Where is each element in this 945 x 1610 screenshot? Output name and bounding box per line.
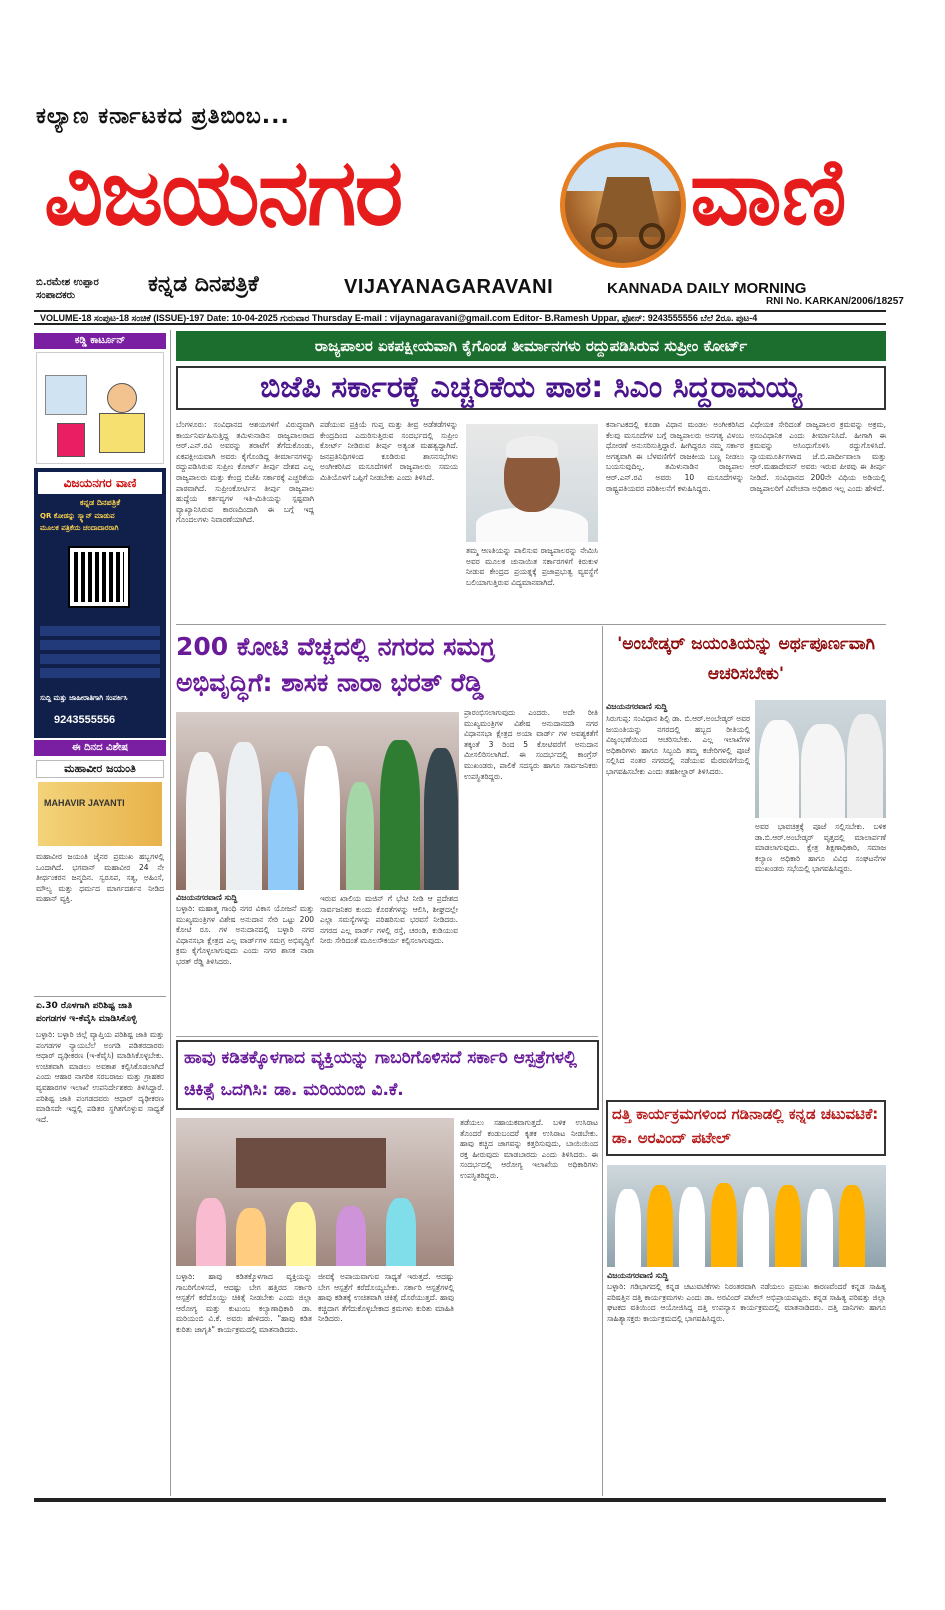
tagline: ಕಲ್ಯಾಣ ಕರ್ನಾಟಕದ ಪ್ರತಿಬಿಂಬ... xyxy=(36,104,290,129)
lead-col-1: ಬೆಂಗಳೂರು: ಸಂವಿಧಾನದ ಆಶಯಗಳಿಗೆ ವಿರುದ್ಧವಾಗಿ ಕಾರ್ಯನಿರ್ವಹಿಸುತ್ತಿದ್ದ ತಮಿಳುನಾಡಿನ ರಾಜ್ಯಪಾಲರಾದ ಆರ್.ಎನ್.ರವಿ ಅವರನ್ನು ತರಾಟೆಗೆ ತೆಗೆದುಕೊಂಡು, ಏಕಪಕ್ಷೀಯವಾಗಿ ಅವರು ಕೈಗೊಂಡಿದ್ದ ತೀರ್ಮಾನಗಳನ್ನು ರದ್ದುಪಡಿಸಿರುವ ಸುಪ್ರೀಂ ಕೋರ್ಟ್ ತೀರ್ಪು ದೇಶದ ಎಲ್ಲ ರಾಜ್ಯಪಾಲರು ಮತ್ತು ಕೇಂದ್ರ ಬಿಜೆಪಿ ಸರ್ಕಾರಕ್ಕೆ ಎಚ್ಚರಿಕೆಯ ಪಾಠವಾಗಿದೆ. ಸುಪ್ರೀಂಕೋರ್ಟಿನ ತೀರ್ಪು ರಾಜ್ಯಪಾಲ ಹುದ್ದೆಯ ಕರ್ತವ್ಯಗಳ ಇತಿ-ಮಿತಿಯನ್ನು ಸ್ಪಷ್ಟವಾಗಿ ವ್ಯಾಖ್ಯಾನಿಸಿರುವ ಕಾರಣದಿಂದಾಗಿ ಈ ಬಗ್ಗೆ ಇದ್ದ ಗೊಂದಲಗಳು ನಿವಾರಣೆಯಾಗಿದೆ. xyxy=(176,420,314,525)
subtitle-daily: KANNADA DAILY MORNING xyxy=(607,280,807,297)
qr-code-icon[interactable] xyxy=(70,548,128,606)
story3-headline: 'ಅಂಬೇಡ್ಕರ್ ಜಯಂತಿಯನ್ನು ಅರ್ಥಪೂರ್ಣವಾಗಿ ಆಚರಿಸಬೇಕು' xyxy=(617,634,875,684)
lead-col-4: ಕರ್ನಾಟಕದಲ್ಲಿ ಕೂಡಾ ವಿಧಾನ ಮಂಡಲ ಅಂಗೀಕರಿಸಿದ ಕೆಲವು ಮಸೂದೆಗಳ ಬಗ್ಗೆ ರಾಜ್ಯಪಾಲರು ಅನಗತ್ಯ ವಿಳಂಬ ಧೋರಣೆ ಅನುಸರಿಸುತ್ತಿದ್ದಾರೆ. ಹೀಗಿದ್ದರೂ ನಮ್ಮ ಸರ್ಕಾರ ಅಗತ್ಯವಾಗಿ ಈ ಬೆಳವಣಿಗೆಗೆ ರಾಜಕೀಯ ಬಣ್ಣ ನೀಡಲು ಬಯಸುವುದಿಲ್ಲ. ತಮಿಳುನಾಡಿನ ರಾಜ್ಯಪಾಲ ಆರ್.ಎನ್.ರವಿ ಅವರು 10 ಮಸೂದೆಗಳನ್ನು ರಾಷ್ಟ್ರಪತಿಯವರ ಪರಿಶೀಲನೆಗೆ ಕಳುಹಿಸಿದ್ದರು. xyxy=(606,420,744,493)
masthead-title-right: ವಾಣಿ xyxy=(690,139,847,246)
page-bottom-rule xyxy=(34,1498,886,1502)
ad-subtitle: ಕನ್ನಡ ದಿನಪತ್ರಿಕೆ xyxy=(79,498,121,507)
story4-headline: ಹಾವು ಕಡಿತಕ್ಕೊಳಗಾದ ವ್ಯಕ್ತಿಯನ್ನು ಗಾಬರಿಗೊಳಿಸದೆ ಸರ್ಕಾರಿ ಆಸ್ಪತ್ರೆಗಳಲ್ಲಿ ಚಿಕಿತ್ಸೆ ಒದಗಿಸಿ: ಡಾ. ಮರಿಯಂಬಿ ವಿ.ಕೆ. xyxy=(176,1040,599,1110)
story2-text-1: ಬಳ್ಳಾರಿ: ಮಹಾತ್ಮ ಗಾಂಧಿ ನಗರ ವಿಕಾಸ ಯೋಜನೆ ಮತ್ತು ಮುಖ್ಯಮಂತ್ರಿಗಳ ವಿಶೇಷ ಅನುದಾನ ಸೇರಿ ಒಟ್ಟು 200 ಕೋಟಿ ರೂ. ಗಳ ಅನುದಾನದಲ್ಲಿ ಬಳ್ಳಾರಿ ನಗರ ವಿಧಾನಸಭಾ ಕ್ಷೇತ್ರದ ಎಲ್ಲ ವಾರ್ಡ್‌ಗಳ ಸಮಗ್ರ ಅಭಿವೃದ್ಧಿಗೆ ಕ್ರಮ ಕೈಗೊಳ್ಳಲಾಗುವುದು ಎಂದು ನಗರ ಶಾಸಕ ನಾರಾ ಭರತ್ ರೆಡ್ಡಿ ತಿಳಿಸಿದರು. xyxy=(176,904,314,966)
story4-text-2: ಜೀವಕ್ಕೆ ಅಪಾಯವಾಗುವ ಸಾಧ್ಯತೆ ಇರುತ್ತದೆ. ಆದಷ್ಟು ಬೇಗ ಆಸ್ಪತ್ರೆಗೆ ಕರೆದೊಯ್ಯಬೇಕು. ಸರ್ಕಾರಿ ಆಸ್ಪತ್ರೆಗಳಲ್ಲಿ ಹಾವು ಕಡಿತಕ್ಕೆ ಉಚಿತವಾಗಿ ಚಿಕಿತ್ಸೆ ದೊರೆಯುತ್ತದೆ. ಹಾವು ಕಚ್ಚಿದಾಗ ತೆಗೆದುಕೊಳ್ಳಬೇಕಾದ ಕ್ರಮಗಳು ಕುರಿತು ಮಾಹಿತಿ ನೀಡಿದರು. xyxy=(318,1272,454,1324)
ad-title: ವಿಜಯನಗರ ವಾಣಿ xyxy=(38,472,162,494)
story3-caption: ವಿಜಯನಗರವಾಣಿ ಸುದ್ದಿ xyxy=(606,702,668,711)
subtitle-english: VIJAYANAGARAVANI xyxy=(344,276,554,298)
left-story-text: ಬಳ್ಳಾರಿ: ಬಳ್ಳಾರಿ ಜಿಲ್ಲೆ ವ್ಯಾಪ್ತಿಯ ಪರಿಶಿಷ್ಟ ಜಾತಿ ಮತ್ತು ಪಂಗಡಗಳ ನ್ಯಾಯಬೆಲೆ ಅಂಗಡಿ ಪಡಿತರದಾರರು ಆಧಾರ್ ದೃಢೀಕರಣ (ಇ-ಕೆವೈಸಿ) ಮಾಡಿಸಿಕೊಳ್ಳಬೇಕು. ಉಚಿತವಾಗಿ ಮಾಡಲು ಅವಕಾಶ ಕಲ್ಪಿಸಿಕೊಡಲಾಗಿದೆ ಎಂದು ಆಹಾರ ನಾಗರಿಕ ಸರಬರಾಜು ಮತ್ತು ಗ್ರಾಹಕರ ವ್ಯವಹಾರಗಳ ಇಲಾಖೆ ಉಪನಿರ್ದೇಶಕರು ತಿಳಿಸಿದ್ದಾರೆ. ಪರಿಶಿಷ್ಟ ಜಾತಿ ಪಂಗಡದವರು ಆಧಾರ್ ದೃಢೀಕರಣ ಮಾಡಿಸದೇ ಇದ್ದಲ್ಲಿ ಪಡಿತರ ಸ್ಥಗಿತಗೊಳ್ಳುವ ಸಾಧ್ಯತೆ ಇದೆ. xyxy=(36,1030,164,1124)
story2-caption: ವಿಜಯನಗರವಾಣಿ ಸುದ್ದಿ xyxy=(176,893,238,902)
subtitle-kannada: ಕನ್ನಡ ದಿನಪತ್ರಿಕೆ xyxy=(148,272,259,297)
ad-line-1: QR ಕೋಡನ್ನು ಸ್ಕ್ಯಾನ್ ಮಾಡುವ xyxy=(40,512,115,520)
story2-text-3: ಪ್ರಾರಂಭಿಸಲಾಗುವುದು ಎಂದರು. ಅದೇ ರೀತಿ ಮುಖ್ಯಮಂತ್ರಿಗಳ ವಿಶೇಷ ಅನುದಾನದಡಿ ನಗರ ವಿಧಾನಸಭಾ ಕ್ಷೇತ್ರದ ಅಯಾ ವಾರ್ಡ್ ಗಳ ಅವಶ್ಯಕತೆಗೆ ತಕ್ಕಂತೆ 3 ರಿಂದ 5 ಕೋಟಿವರೆಗೆ ಅನುದಾನ ಮೀಸಲಿರಿಸಲಾಗಿದೆ. ಈ ಸಂದರ್ಭದಲ್ಲಿ ಕಾಂಗ್ರೆಸ್ ಮುಖಂಡರು, ಪಾಲಿಕೆ ಸದಸ್ಯರು ಹಾಗೂ ಸಾರ್ವಜನಿಕರು ಉಪಸ್ಥಿತರಿದ್ದರು. xyxy=(464,708,598,781)
story5-headline: ದತ್ತಿ ಕಾರ್ಯಕ್ರಮಗಳಿಂದ ಗಡಿನಾಡಲ್ಲಿ ಕನ್ನಡ ಚಟುವಟಿಕೆ: ಡಾ. ಅರವಿಂದ್ ಪಟೇಲ್ xyxy=(606,1100,886,1156)
lead-strap: ರಾಜ್ಯಪಾಲರ ಏಕಪಕ್ಷೀಯವಾಗಿ ಕೈಗೊಂಡ ತೀರ್ಮಾನಗಳು ರದ್ದುಪಡಿಸಿರುವ ಸುಪ್ರೀಂ ಕೋರ್ಟ್ xyxy=(176,331,886,361)
story5-caption: ವಿಜಯನಗರವಾಣಿ ಸುದ್ದಿ xyxy=(607,1271,669,1280)
lead-headline: ಬಿಜೆಪಿ ಸರ್ಕಾರಕ್ಕೆ ಎಚ್ಚರಿಕೆಯ ಪಾಠ: ಸಿಎಂ ಸಿದ್ದರಾಮಯ್ಯ xyxy=(176,366,886,410)
lead-col-2: ಪಡೆಯುವ ಪ್ರಕ್ರಿಯೆ ಗುಪ್ತ ಮತ್ತು ತೀವ್ರ ಅಡೆತಡೆಗಳನ್ನು ಕೇಂದ್ರದಿಂದ ಎದುರಿಸುತ್ತಿರುವ ಸಂದರ್ಭದಲ್ಲಿ ಸುಪ್ರೀಂ ಕೋರ್ಟ್ ನೀಡಿರುವ ತೀರ್ಪು ಅತ್ಯಂತ ಮಹತ್ವದ್ದಾಗಿದೆ. ಜನಪ್ರತಿನಿಧಿಗಳಿಂದ ಕೂಡಿರುವ ಶಾಸನಸಭೆಗಳು ಅಂಗೀಕರಿಸಿದ ಮಸೂದೆಗಳಿಗೆ ರಾಜ್ಯಪಾಲರು ಸಮಯ ಮಿತಿಯೊಳಗೆ ಒಪ್ಪಿಗೆ ನೀಡಬೇಕು ಎಂದು ತಿಳಿಸಿದೆ. xyxy=(320,420,458,482)
story3-text-1: ಸಿರುಗುಪ್ಪ: ಸಂವಿಧಾನ ಶಿಲ್ಪಿ ಡಾ. ಬಿ.ಆರ್.ಅಂಬೇಡ್ಕರ್ ಅವರ ಜಯಂತಿಯನ್ನು ನಗರದಲ್ಲಿ ಹಬ್ಬದ ರೀತಿಯಲ್ಲಿ ವಿಜೃಂಭಣೆಯಿಂದ ಆಚರಿಸಬೇಕು. ಎಲ್ಲ ಇಲಾಖೆಗಳ ಅಧಿಕಾರಿಗಳು ಹಾಗೂ ಸಿಬ್ಬಂದಿ ತಮ್ಮ ಕಚೇರಿಗಳಲ್ಲಿ ಪೂಜೆ ಸಲ್ಲಿಸಿದ ನಂತರ ನಗರದಲ್ಲಿ ನಡೆಯುವ ಮೆರವಣಿಗೆಯಲ್ಲಿ ಭಾಗವಹಿಸಬೇಕು ಎಂದು ತಹಶೀಲ್ದಾರ್ ತಿಳಿಸಿದರು. xyxy=(606,714,750,776)
mla-group-photo xyxy=(176,712,459,890)
ad-line-2: ಮೂಲಕ ಪತ್ರಿಕೆಯ ಚಂದಾದಾರರಾಗಿ xyxy=(40,524,119,532)
cm-photo xyxy=(466,424,598,542)
mahavir-image: MAHAVIR JAYANTI xyxy=(38,782,162,846)
story4-text-3: ತಡೆಯಲು ಸಹಾಯಕವಾಗುತ್ತದೆ. ಬಳಿಕ ಉಸಿರಾಟ ತೊಂದರೆ ಕಂಡುಬಂದರೆ ಕೃತಕ ಉಸಿರಾಟ ನೀಡಬೇಕು. ಹಾವು ಕಚ್ಚಿದ ಜಾಗವನ್ನು ಕತ್ತರಿಸುವುದು, ಬಾಯಿಯಿಂದ ರಕ್ತ ಹೀರುವುದು ಮಾಡಬಾರದು ಎಂದು ತಿಳಿಸಿದರು. ಈ ಸಂದರ್ಭದಲ್ಲಿ ಆರೋಗ್ಯ ಇಲಾಖೆಯ ಅಧಿಕಾರಿಗಳು ಉಪಸ್ಥಿತರಿದ್ದರು. xyxy=(460,1118,598,1180)
story3-text-2: ಅವರ ಭಾವಚಿತ್ರಕ್ಕೆ ಪೂಜೆ ಸಲ್ಲಿಸಬೇಕು. ಬಳಿಕ ಡಾ.ಬಿ.ಆರ್.ಅಂಬೇಡ್ಕರ್ ವೃತ್ತದಲ್ಲಿ ಮಾಲಾರ್ಪಣೆ ಮಾಡಲಾಗುವುದು. ಕ್ಷೇತ್ರ ಶಿಕ್ಷಣಾಧಿಕಾರಿ, ಸಮಾಜ ಕಲ್ಯಾಣ ಅಧಿಕಾರಿ ಹಾಗೂ ವಿವಿಧ ಸಂಘಟನೆಗಳ ಮುಖಂಡರು ಸಭೆಯಲ್ಲಿ ಭಾಗವಹಿಸಿದ್ದರು. xyxy=(755,822,886,874)
editor-block xyxy=(36,276,99,302)
hampi-chariot-logo xyxy=(560,142,686,268)
cartoon-header: ಕಡ್ಡಿ ಕಾರ್ಟೂನ್ xyxy=(34,333,166,349)
story5-text: ಬಳ್ಳಾರಿ: ಗಡಿಭಾಗದಲ್ಲಿ ಕನ್ನಡ ಚಟುವಟಿಕೆಗಳು ನಿರಂತರವಾಗಿ ನಡೆಯಲು ಪ್ರಮುಖ ಕಾರಣವೆಂದರೆ ಕನ್ನಡ ಸಾಹಿತ್ಯ ಪರಿಷತ್ತಿನ ದತ್ತಿ ಕಾರ್ಯಕ್ರಮಗಳು ಎಂದು ಡಾ. ಅರವಿಂದ್ ಪಟೇಲ್ ಅಭಿಪ್ರಾಯಪಟ್ಟರು. ಕನ್ನಡ ಸಾಹಿತ್ಯ ಪರಿಷತ್ತು ಜಿಲ್ಲಾ ಘಟಕದ ವತಿಯಿಂದ ಆಯೋಜಿಸಿದ್ದ ದತ್ತಿ ಉಪನ್ಯಾಸ ಕಾರ್ಯಕ್ರಮದಲ್ಲಿ ಮಾತನಾಡಿದರು. ದತ್ತಿ ದಾನಿಗಳು ಹಾಗೂ ಸಾಹಿತ್ಯಾಸಕ್ತರು ಕಾರ್ಯಕ್ರಮದಲ್ಲಿ ಭಾಗವಹಿಸಿದ್ದರು. xyxy=(607,1282,886,1323)
editor-name: ಬಿ.ರಮೇಶ ಉಪ್ಪಾರ xyxy=(36,277,99,288)
datti-event-photo xyxy=(607,1165,886,1267)
story2-text-2: ಇರುವ ಖಾಲಿಯ ಮಜಿನ್ ಗೆ ಭೇಟಿ ನೀಡಿ ಆ ಪ್ರದೇಶದ ಸಾರ್ವಜನಿಕರ ಕುಂದು ಕೊರತೆಗಳನ್ನು ಆಲಿಸಿ, ಶೀಘ್ರದಲ್ಲೇ ಎಲ್ಲಾ ಸಮಸ್ಯೆಗಳನ್ನು ಪರಿಹರಿಸುವ ಭರವಸೆ ನೀಡಿದರು. ನಗರದ ಎಲ್ಲ ವಾರ್ಡ್ ಗಳಲ್ಲಿ ರಸ್ತೆ, ಚರಂಡಿ, ಕುಡಿಯುವ ನೀರು ಸೇರಿದಂತೆ ಮೂಲಸೌಕರ್ಯ ಕಲ್ಪಿಸಲಾಗುವುದು. xyxy=(320,894,458,946)
rni-number: RNI No. KARKAN/2006/18257 xyxy=(766,296,904,307)
lead-col-3: ತಮ್ಮ ಆಣತಿಯನ್ನು ಪಾಲಿಸುವ ರಾಜ್ಯಪಾಲರನ್ನು ನೇಮಿಸಿ ಅವರ ಮೂಲಕ ಚುನಾಯಿತ ಸರ್ಕಾರಗಳಿಗೆ ಕಿರುಕುಳ ನೀಡುವ ಕೇಂದ್ರದ ಪ್ರಯತ್ನಕ್ಕೆ ಪ್ರಜಾಪ್ರಭುತ್ವ ವ್ಯವಸ್ಥೆಗೆ ಬಲಿಯಾಗುತ್ತಿರುವ ವಿದ್ಯಮಾನವಾಗಿದೆ. xyxy=(466,546,598,587)
subscription-ad xyxy=(34,468,166,738)
left-story-title: ಏ.30 ರೊಳಗಾಗಿ ಪರಿಶಿಷ್ಟ ಜಾತಿ ಪಂಗಡಗಳ ಇ-ಕೆವೈಸಿ ಮಾಡಿಸಿಕೊಳ್ಳಿ xyxy=(36,1001,137,1024)
masthead-title-left: ವಿಜಯನಗರ xyxy=(44,139,402,246)
day-special-text: ಮಹಾವೀರ ಜಯಂತಿ ಜೈನರ ಪ್ರಮುಖ ಹಬ್ಬಗಳಲ್ಲಿ ಒಂದಾಗಿದೆ. ಭಗವಾನ್ ಮಹಾವೀರ 24 ನೇ ತೀರ್ಥಂಕರನ ಜನ್ಮದಿನ. ಸ್ವರೂಪ, ಸತ್ಯ, ಅಹಿಂಸೆ, ಮೌಲ್ಯ ಮತ್ತು ಧರ್ಮದ ಮಾರ್ಗದರ್ಶನ ನೀಡಿದ ಮಹಾನ್ ವ್ಯಕ್ತಿ. xyxy=(36,852,164,904)
day-special-header: ಈ ದಿನದ ವಿಶೇಷ xyxy=(34,740,166,756)
snakebite-awareness-photo xyxy=(176,1118,454,1266)
cartoon-image xyxy=(36,352,164,464)
story4-text-1: ಬಳ್ಳಾರಿ: ಹಾವು ಕಡಿತಕ್ಕೊಳಗಾದ ವ್ಯಕ್ತಿಯನ್ನು ಗಾಬರಿಗೊಳಿಸದೆ, ಆದಷ್ಟು ಬೇಗ ಹತ್ತಿರದ ಸರ್ಕಾರಿ ಆಸ್ಪತ್ರೆಗೆ ಕರೆದೊಯ್ದು ಚಿಕಿತ್ಸೆ ನೀಡಬೇಕು ಎಂದು ಜಿಲ್ಲಾ ಆರೋಗ್ಯ ಮತ್ತು ಕುಟುಂಬ ಕಲ್ಯಾಣಾಧಿಕಾರಿ ಡಾ. ಮರಿಯಂಬಿ ವಿ.ಕೆ. ಅವರು ಹೇಳಿದರು. "ಹಾವು ಕಡಿತ ಕುರಿತು ಜಾಗೃತಿ" ಕಾರ್ಯಕ್ರಮದಲ್ಲಿ ಮಾತನಾಡಿದರು. xyxy=(176,1272,312,1334)
day-special-title: ಮಹಾವೀರ ಜಯಂತಿ xyxy=(36,760,164,778)
ambedkar-meeting-photo xyxy=(755,700,886,818)
ad-phone: 9243555556 xyxy=(54,714,116,726)
editor-role: ಸಂಪಾದಕರು xyxy=(36,290,76,301)
story2-headline: 200 ಕೋಟಿ ವೆಚ್ಚದಲ್ಲಿ ನಗರದ ಸಮಗ್ರ ಅಭಿವೃದ್ಧಿಗೆ: ಶಾಸಕ ನಾರಾ ಭರತ್ ರೆಡ್ಡಿ xyxy=(176,632,495,697)
ad-contact: ಸುದ್ದಿ ಮತ್ತು ಜಾಹೀರಾತಿಗಾಗಿ ಸಂಪರ್ಕಿಸಿ xyxy=(40,694,128,702)
issue-info-bar: VOLUME-18 ಸಂಪುಟ-18 ಸಂಚಿಕೆ (ISSUE)-197 Date: 10-04-2025 ಗುರುವಾರ Thursday E-mail : vijaynagaravani@gmail.com Editor- B.Ramesh Uppar, ಫೋನ್: 9243555556 ಬೆಲೆ 2ರೂ. ಪುಟ-4 xyxy=(34,310,886,325)
lead-col-5: ವಿಧೇಯಕ ಸೇರಿದಂತೆ ರಾಜ್ಯಪಾಲರ ಕ್ರಮವನ್ನು ಅಕ್ರಮ, ಅಸಂವಿಧಾನಿಕ ಎಂದು ತೀರ್ಮಾನಿಸಿದೆ. ಹೀಗಾಗಿ ಈ ಕ್ರಮವನ್ನು ಅಸಿಂಧುಗೊಳಿಸಿ ರದ್ದುಗೊಳಿಸಿದೆ. ನ್ಯಾಯಮೂರ್ತಿಗಳಾದ ಜೆ.ಬಿ.ಪಾರ್ದೀವಾಲಾ ಮತ್ತು ಆರ್.ಮಹಾದೇವನ್ ಅವರು ಇರುವ ಪೀಠವು ಈ ತೀರ್ಪು ನೀಡಿದೆ. ಸಂವಿಧಾನದ 200ನೇ ವಿಧಿಯ ಅಡಿಯಲ್ಲಿ ರಾಜ್ಯಪಾಲರಿಗೆ ವಿವೇಚನಾ ಅಧಿಕಾರ ಇಲ್ಲ ಎಂದು ಹೇಳಿದೆ. xyxy=(750,420,886,493)
